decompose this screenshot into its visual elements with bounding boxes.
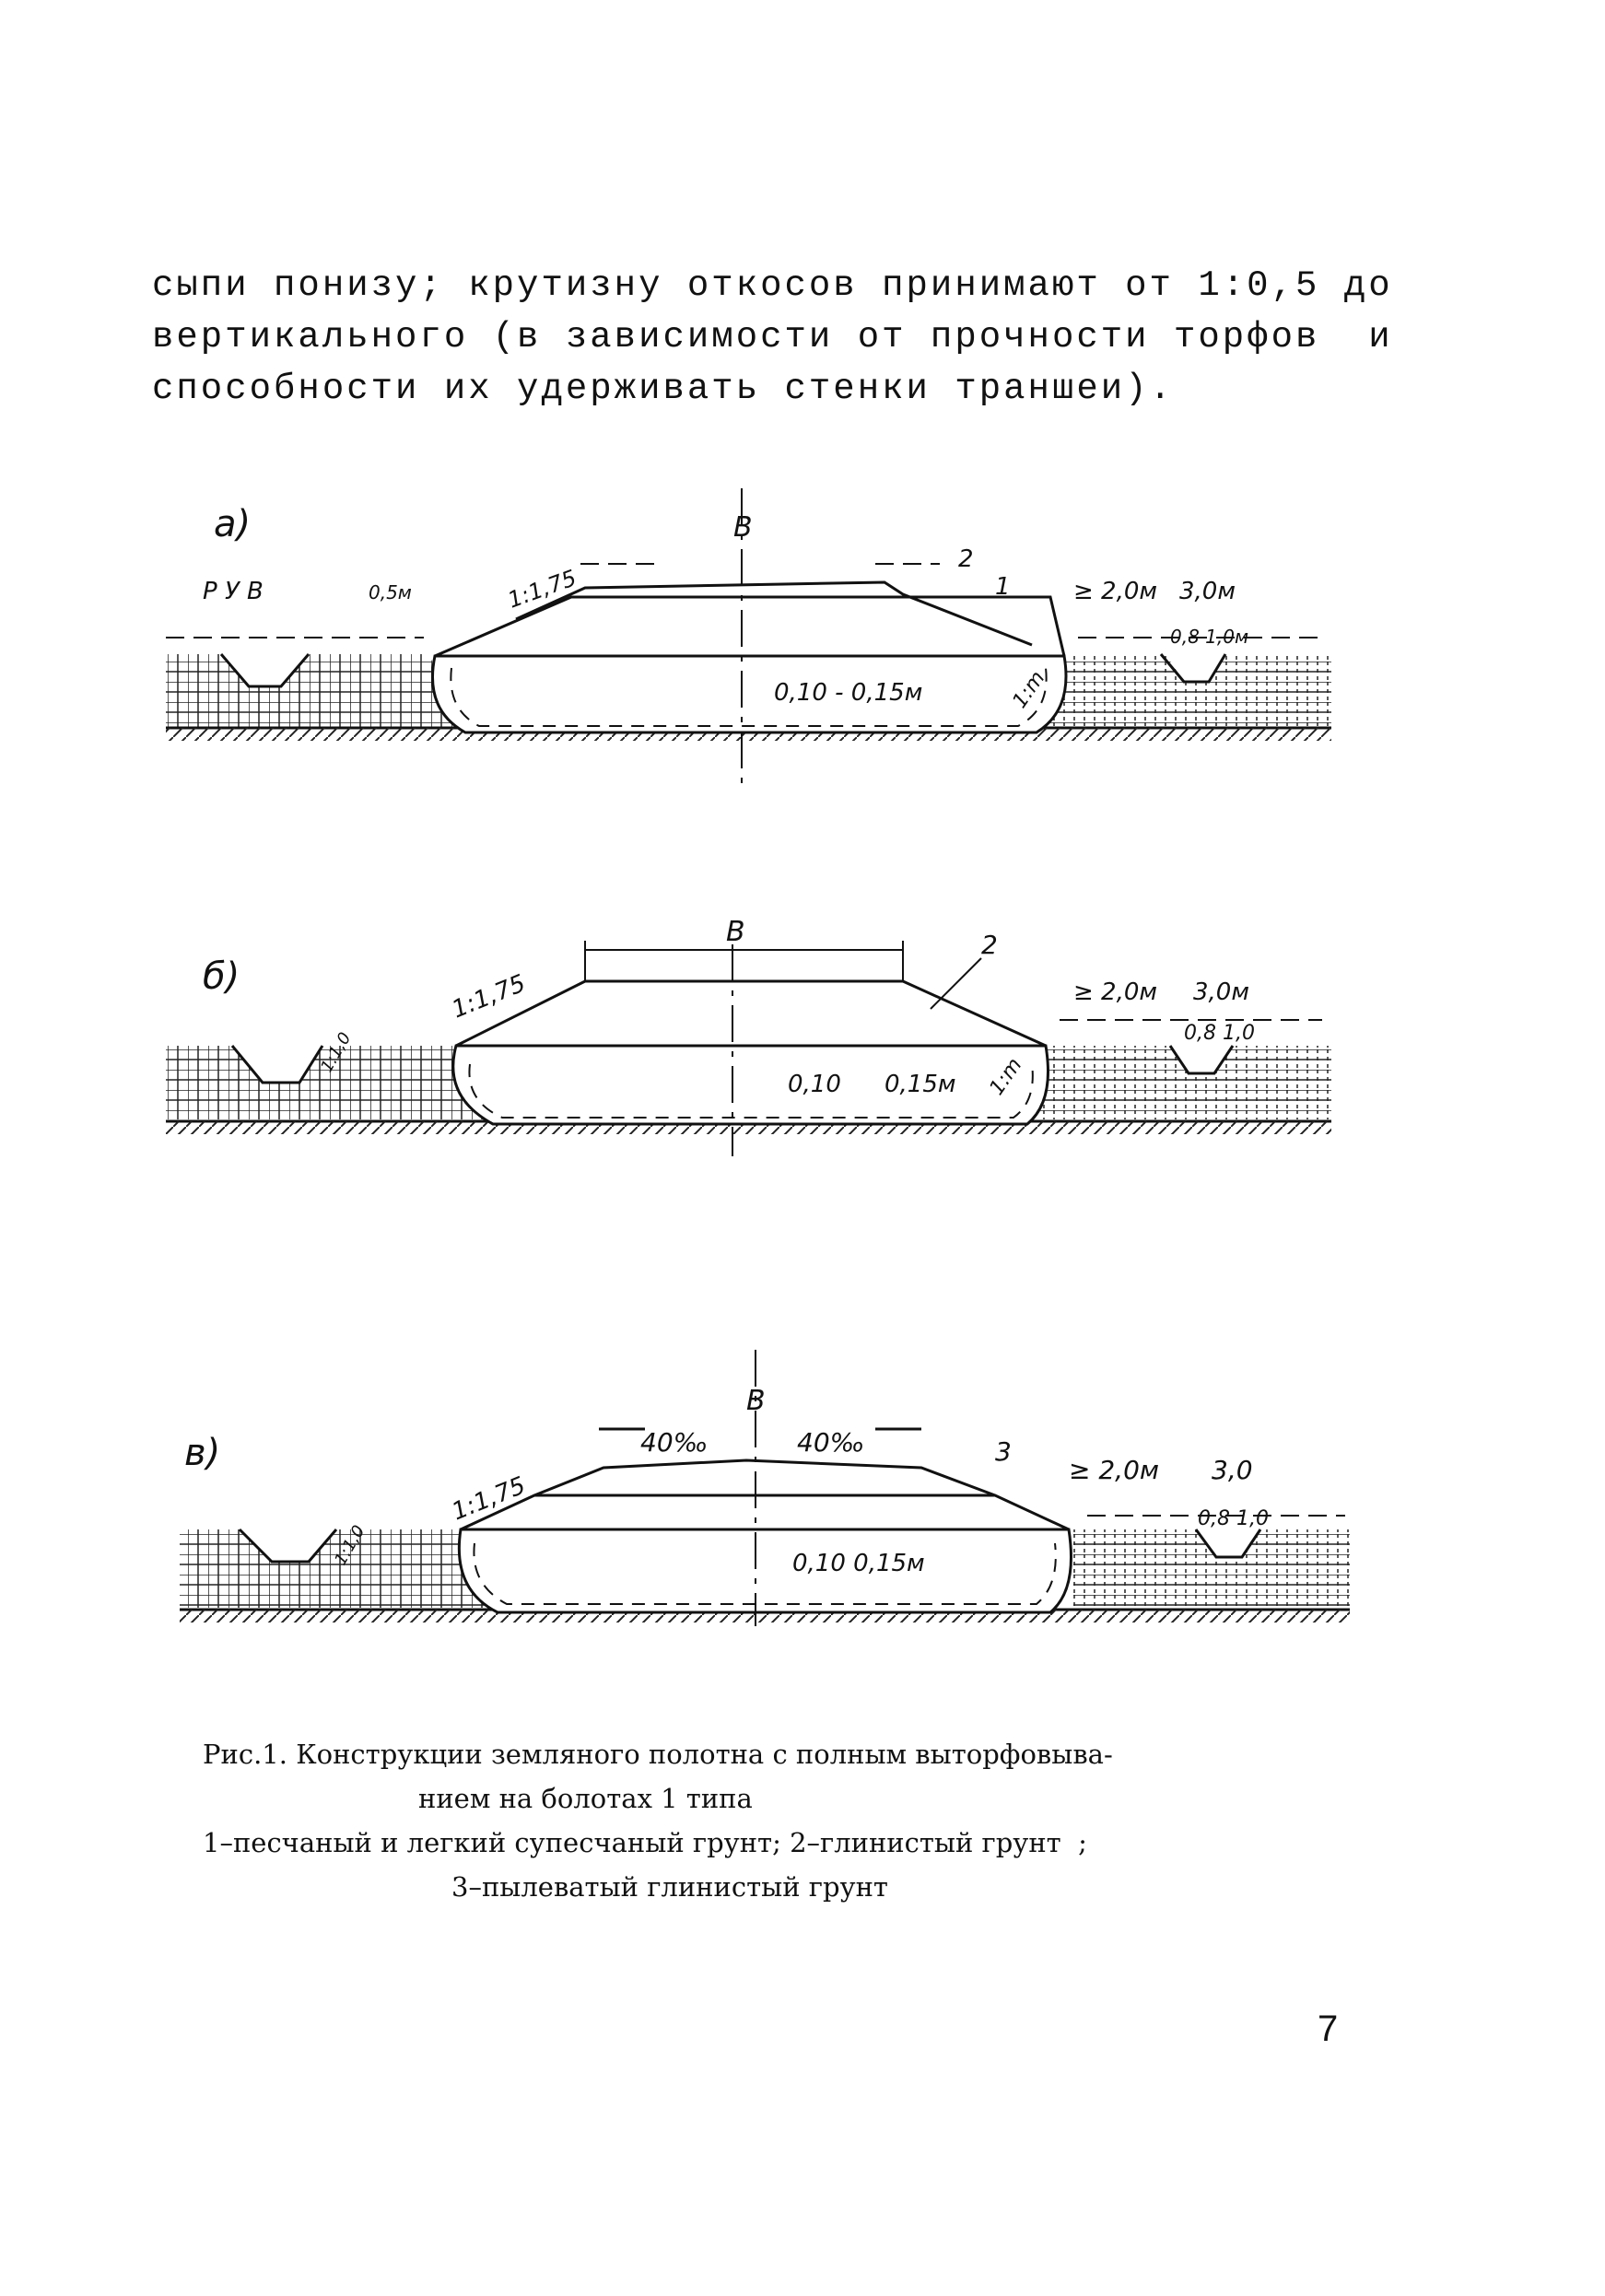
slope-label: 1:1,75 <box>448 1471 530 1527</box>
ditch-label: 0,8 1,0м <box>1170 626 1249 648</box>
base-label: 0,10 0,15м <box>792 1550 925 1577</box>
figure-letter: в) <box>184 1432 221 1474</box>
distance-label: 3,0м <box>1193 978 1249 1006</box>
distance-label: ≥ 2,0м <box>1069 1455 1160 1485</box>
layer-marker: 2 <box>958 545 974 573</box>
base-label: 0,15м <box>885 1071 956 1098</box>
layer-marker: 2 <box>981 930 998 960</box>
figure-c <box>147 1331 1364 1635</box>
figure-b <box>147 908 1345 1175</box>
caption-line: Рис.1. Конструкции земляного полотна с полным выторфовыва- <box>203 1739 1113 1770</box>
figure-a <box>147 479 1345 792</box>
distance-label: 3,0 <box>1212 1455 1253 1485</box>
offset-label: 0,5м <box>369 581 412 603</box>
figure-a-drawing <box>147 479 1345 792</box>
ditch-slope-label: 1:1,0 <box>331 1522 369 1569</box>
grade-label: 40‰ <box>797 1427 865 1458</box>
figure-b-drawing <box>147 908 1345 1175</box>
text-line: способности их удерживать стенки траншеи). <box>152 369 1174 409</box>
body-text <box>152 260 1393 415</box>
base-range-label: 0,10 - 0,15м <box>774 679 923 707</box>
slope-label: 1:1,75 <box>504 565 580 614</box>
figure-c-drawing <box>147 1331 1364 1635</box>
ditch-slope-label: 1:1,0 <box>317 1029 356 1076</box>
ditch-label: 0,8 1,0 <box>1198 1507 1269 1530</box>
distance-label: ≥ 2,0м <box>1073 978 1158 1006</box>
layer-marker: 3 <box>995 1436 1012 1467</box>
side-slope-label: 1:m <box>1008 667 1050 713</box>
width-label: В <box>746 1385 766 1417</box>
width-label: В <box>726 916 745 948</box>
figure-letter: а) <box>214 503 252 545</box>
text-line: сыпи понизу; крутизну откосов принимают от 1:0,5 до <box>152 265 1393 306</box>
grade-label: 40‰ <box>640 1427 709 1458</box>
slope-label: 1:1,75 <box>448 969 530 1025</box>
text-line: вертикального (в зависимости от прочности торфов и <box>152 317 1393 357</box>
water-level-label: Р У В <box>203 578 264 605</box>
distance-label: 3,0м <box>1179 578 1236 605</box>
ditch-label: 0,8 1,0 <box>1184 1022 1255 1045</box>
figure-caption <box>203 1732 1400 1909</box>
page-number: 7 <box>1318 2009 1339 2049</box>
base-label: 0,10 <box>788 1071 841 1098</box>
caption-line: нием на болотах 1 типа <box>418 1783 753 1814</box>
caption-line: 3–пылеватый глинистый грунт <box>451 1871 888 1903</box>
caption-line: 1–песчаный и легкий супесчаный грунт; 2–глинистый грунт ; <box>203 1827 1087 1858</box>
layer-marker: 1 <box>995 573 1011 601</box>
width-label: В <box>733 511 753 544</box>
distance-label: ≥ 2,0м <box>1073 578 1158 605</box>
figure-letter: б) <box>203 955 240 998</box>
side-slope-label: 1:m <box>985 1054 1027 1100</box>
